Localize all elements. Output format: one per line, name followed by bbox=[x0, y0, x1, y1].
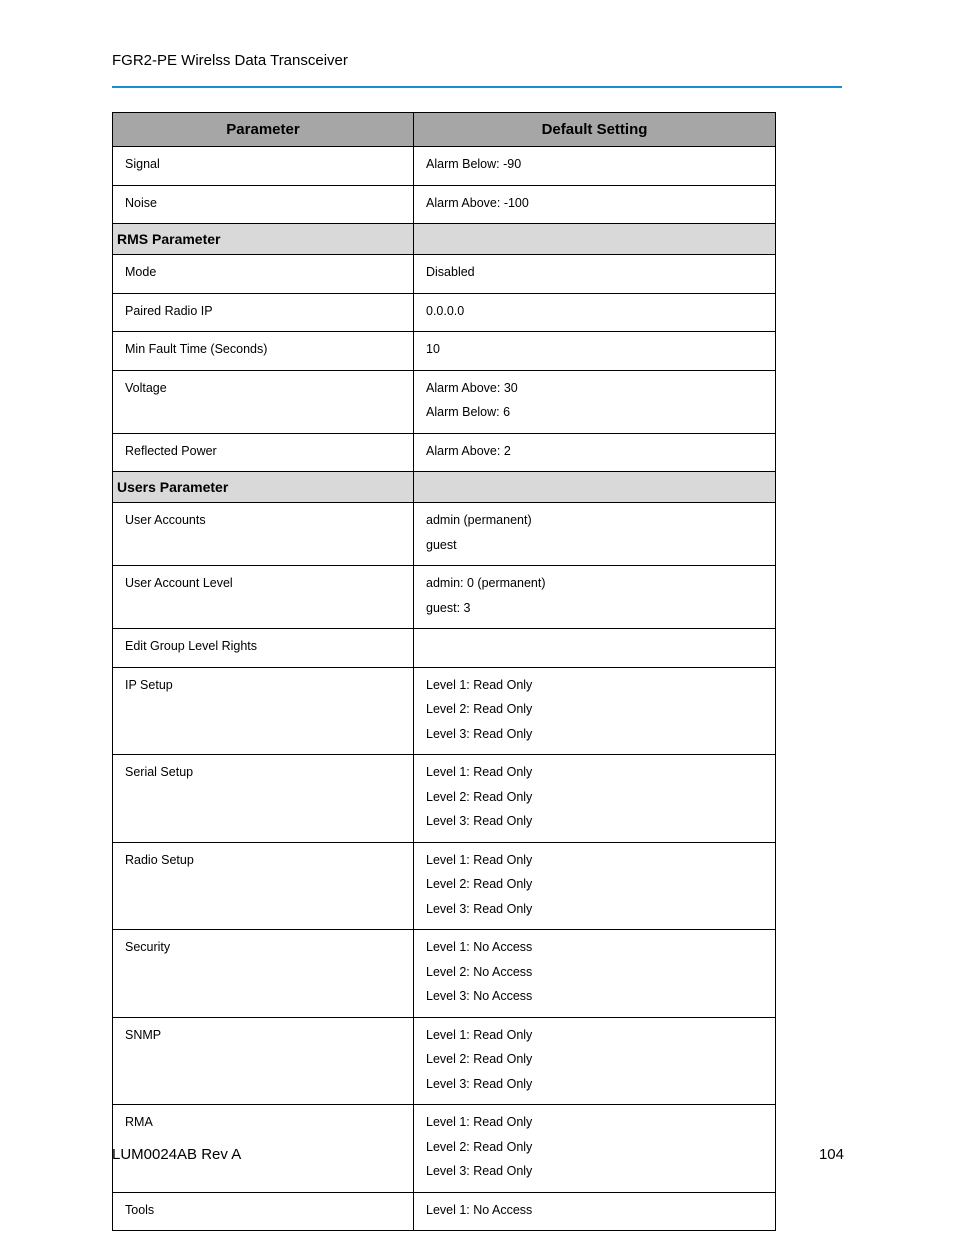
parameter-name: Edit Group Level Rights bbox=[125, 639, 258, 653]
table-body bbox=[113, 147, 776, 1231]
parameter-name: Radio Setup bbox=[125, 852, 194, 867]
default-setting-value: admin: 0 (permanent) bbox=[426, 576, 546, 590]
default-setting-value: Level 3: Read Only bbox=[426, 814, 533, 828]
parameter-cell bbox=[113, 503, 414, 566]
parameter-name: SNMP bbox=[125, 1027, 162, 1042]
table-row bbox=[113, 842, 776, 930]
parameter-name: Security bbox=[125, 940, 171, 954]
header-divider bbox=[112, 86, 842, 88]
table-row bbox=[113, 255, 776, 294]
parameter-name: Tools bbox=[125, 1202, 155, 1217]
default-setting-value: Level 2: Read Only bbox=[426, 877, 533, 891]
parameter-name: User Accounts bbox=[125, 513, 206, 527]
parameter-cell bbox=[113, 1192, 414, 1231]
default-setting-value: Alarm Above: 2 bbox=[426, 443, 511, 458]
default-setting-cell bbox=[414, 332, 776, 371]
default-setting-cell bbox=[414, 842, 776, 930]
section-label: RMS Parameter bbox=[117, 231, 221, 247]
parameter-name: Signal bbox=[125, 157, 160, 171]
default-setting-cell bbox=[414, 503, 776, 566]
table-row bbox=[113, 566, 776, 629]
table-row bbox=[113, 332, 776, 371]
parameter-cell bbox=[113, 255, 414, 294]
footer-page-number: 104 bbox=[818, 1146, 844, 1163]
default-setting-value: Alarm Below: -90 bbox=[426, 157, 522, 171]
default-setting-value: Level 1: Read Only bbox=[426, 1115, 533, 1129]
parameter-name: Noise bbox=[125, 195, 157, 210]
table-row bbox=[113, 930, 776, 1018]
table-row bbox=[113, 667, 776, 755]
default-setting-value: Alarm Above: 30 bbox=[426, 380, 518, 395]
table-row bbox=[113, 1017, 776, 1105]
default-setting-cell bbox=[414, 255, 776, 294]
section-empty-cell bbox=[414, 472, 776, 503]
parameter-name: IP Setup bbox=[125, 677, 173, 692]
column-header-parameter: Parameter bbox=[113, 113, 414, 147]
default-setting-cell bbox=[414, 147, 776, 186]
default-setting-cell bbox=[414, 1017, 776, 1105]
default-setting-value: Level 3: Read Only bbox=[426, 901, 533, 916]
page-header-title: FGR2-PE Wirelss Data Transceiver bbox=[112, 52, 348, 69]
default-setting-value: Level 2: Read Only bbox=[426, 1139, 533, 1154]
default-setting-cell bbox=[414, 755, 776, 843]
parameter-name: RMA bbox=[125, 1115, 153, 1129]
section-header-row bbox=[113, 472, 776, 503]
column-header-default-setting: Default Setting bbox=[414, 113, 776, 147]
parameter-cell bbox=[113, 293, 414, 332]
section-empty-cell bbox=[414, 224, 776, 255]
default-setting-value: Level 2: Read Only bbox=[426, 789, 533, 804]
default-setting-cell bbox=[414, 1192, 776, 1231]
default-setting-cell bbox=[414, 370, 776, 433]
default-setting-value: guest: 3 bbox=[426, 600, 471, 615]
parameter-cell bbox=[113, 433, 414, 472]
footer-doc-id: LUM0024AB Rev A bbox=[112, 1146, 242, 1163]
parameter-cell bbox=[113, 629, 414, 668]
default-setting-cell bbox=[414, 1105, 776, 1193]
table-row bbox=[113, 1192, 776, 1231]
parameter-name: Paired Radio IP bbox=[125, 303, 213, 318]
default-setting-value: Alarm Above: -100 bbox=[426, 195, 529, 210]
table-header-row bbox=[113, 113, 776, 147]
parameter-cell bbox=[113, 566, 414, 629]
parameter-cell bbox=[113, 185, 414, 224]
default-setting-value: Level 1: No Access bbox=[426, 1202, 533, 1217]
parameter-cell bbox=[113, 370, 414, 433]
default-setting-value: Level 2: Read Only bbox=[426, 702, 533, 716]
parameter-cell bbox=[113, 842, 414, 930]
default-setting-value: Level 1: Read Only bbox=[426, 852, 533, 867]
default-setting-value: Alarm Below: 6 bbox=[426, 405, 511, 419]
parameter-name: Serial Setup bbox=[125, 765, 194, 779]
section-label-cell bbox=[113, 472, 414, 503]
table-row bbox=[113, 185, 776, 224]
parameter-name: Min Fault Time (Seconds) bbox=[125, 342, 268, 356]
table-row bbox=[113, 147, 776, 186]
default-setting-cell bbox=[414, 667, 776, 755]
default-setting-value: Level 3: No Access bbox=[426, 989, 533, 1003]
default-setting-value: Disabled bbox=[426, 265, 475, 279]
default-setting-cell bbox=[414, 185, 776, 224]
section-header-row bbox=[113, 224, 776, 255]
section-label-cell bbox=[113, 224, 414, 255]
default-settings-table bbox=[112, 112, 776, 1231]
parameter-cell bbox=[113, 1017, 414, 1105]
parameter-name: Reflected Power bbox=[125, 443, 217, 458]
default-setting-cell bbox=[414, 930, 776, 1018]
default-setting-cell bbox=[414, 566, 776, 629]
default-setting-value: guest bbox=[426, 537, 457, 552]
default-setting-value: Level 3: Read Only bbox=[426, 726, 533, 741]
parameter-cell bbox=[113, 667, 414, 755]
parameter-cell bbox=[113, 755, 414, 843]
table-row bbox=[113, 370, 776, 433]
default-setting-value: Level 2: No Access bbox=[426, 964, 533, 979]
default-setting-value: 10 bbox=[426, 342, 440, 356]
default-setting-value: Level 1: Read Only bbox=[426, 1027, 533, 1042]
default-setting-cell bbox=[414, 433, 776, 472]
default-setting-value: 0.0.0.0 bbox=[426, 303, 465, 318]
default-setting-value: Level 3: Read Only bbox=[426, 1076, 533, 1091]
default-setting-value: Level 1: Read Only bbox=[426, 765, 533, 779]
parameter-cell bbox=[113, 147, 414, 186]
default-setting-value: Level 1: Read Only bbox=[426, 677, 533, 692]
parameter-name: Voltage bbox=[125, 380, 167, 395]
parameter-cell bbox=[113, 332, 414, 371]
table-row bbox=[113, 433, 776, 472]
default-setting-cell bbox=[414, 629, 776, 668]
table-row bbox=[113, 503, 776, 566]
default-setting-value: admin (permanent) bbox=[426, 513, 532, 527]
default-setting-value: Level 1: No Access bbox=[426, 940, 533, 954]
parameter-cell bbox=[113, 930, 414, 1018]
parameter-name: Mode bbox=[125, 265, 157, 279]
default-setting-cell bbox=[414, 293, 776, 332]
default-setting-value: Level 3: Read Only bbox=[426, 1164, 533, 1178]
parameter-name: User Account Level bbox=[125, 576, 233, 590]
default-setting-value: Level 2: Read Only bbox=[426, 1052, 533, 1066]
section-label: Users Parameter bbox=[117, 479, 229, 495]
table-row bbox=[113, 629, 776, 668]
table-row bbox=[113, 293, 776, 332]
table-row bbox=[113, 755, 776, 843]
